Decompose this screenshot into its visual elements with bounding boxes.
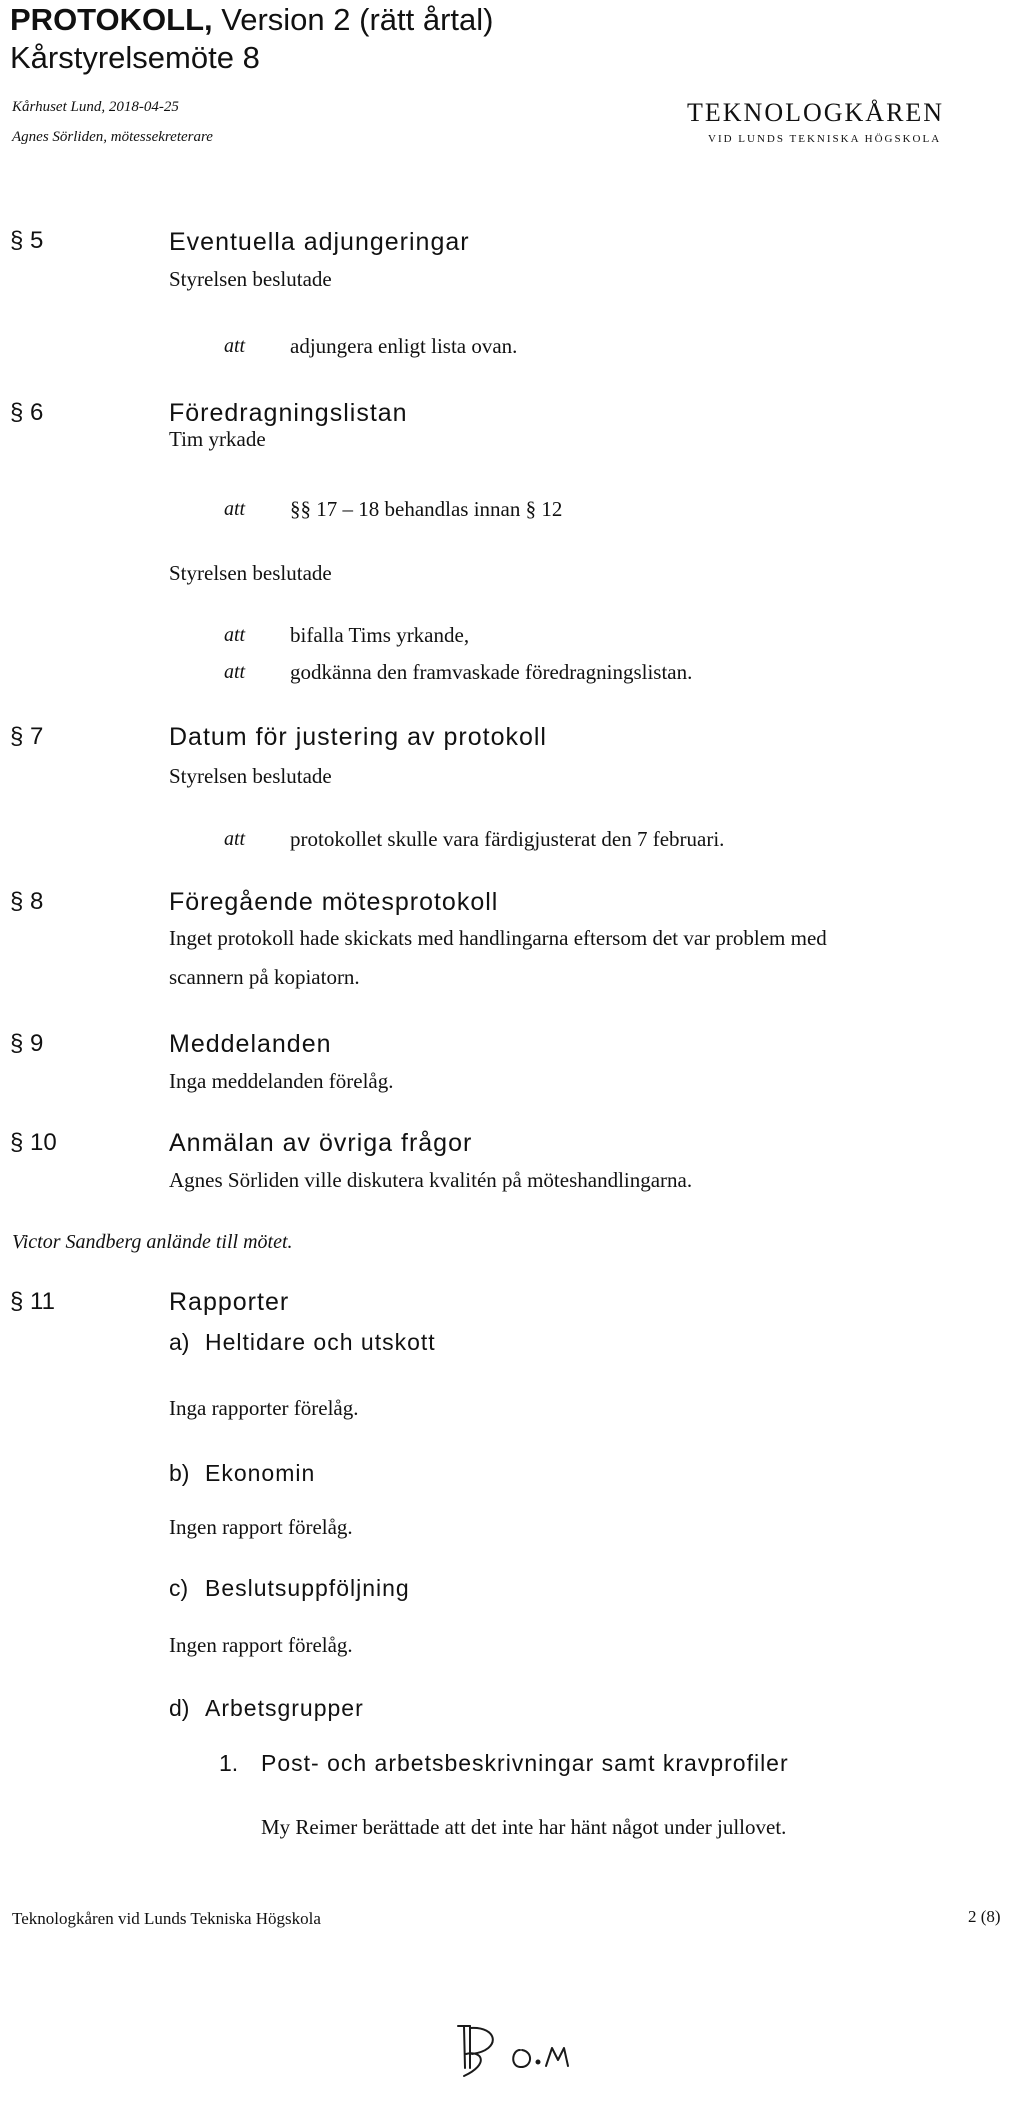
section-number: § 9 <box>10 1030 44 1057</box>
decision-line: Styrelsen beslutade <box>169 764 332 788</box>
section-number: § 10 <box>10 1129 57 1156</box>
attendance-note: Victor Sandberg anlände till mötet. <box>12 1231 293 1253</box>
body-text: Ingen rapport förelåg. <box>169 1633 353 1657</box>
section-heading: Anmälan av övriga frågor <box>169 1129 473 1157</box>
att-label: att <box>224 661 246 683</box>
organization-subtitle: VID LUNDS TEKNISKA HÖGSKOLA <box>708 133 942 145</box>
document-title: PROTOKOLL, Version 2 (rätt årtal) <box>10 2 494 37</box>
subsubsection-heading: 1. Post- och arbetsbeskrivningar samt kravprofiler <box>219 1750 789 1776</box>
section-heading: Rapporter <box>169 1288 290 1316</box>
subsection-heading: a) Heltidare och utskott <box>169 1329 436 1355</box>
subsection-heading: b) Ekonomin <box>169 1460 316 1486</box>
body-text: My Reimer berättade att det inte har hänt något under jullovet. <box>261 1815 787 1839</box>
body-text: Inga meddelanden förelåg. <box>169 1069 394 1093</box>
body-text: Inget protokoll hade skickats med handlingarna eftersom det var problem med <box>169 926 827 950</box>
att-text: adjungera enligt lista ovan. <box>290 334 518 358</box>
att-text: godkänna den framvaskade föredragningslistan. <box>290 660 693 684</box>
body-text: Inga rapporter förelåg. <box>169 1396 359 1420</box>
body-text: scannern på kopiatorn. <box>169 965 360 989</box>
decision-line: Styrelsen beslutade <box>169 267 332 291</box>
att-label: att <box>224 828 246 850</box>
motion-line: Tim yrkade <box>169 427 266 451</box>
subsection-heading: d) Arbetsgrupper <box>169 1695 364 1721</box>
att-label: att <box>224 335 246 357</box>
body-text: Ingen rapport förelåg. <box>169 1515 353 1539</box>
section-number: § 8 <box>10 888 44 915</box>
place-date: Kårhuset Lund, 2018-04-25 <box>12 99 179 115</box>
subsection-heading: c) Beslutsuppföljning <box>169 1575 410 1601</box>
section-number: § 5 <box>10 227 44 254</box>
decision-line: Styrelsen beslutade <box>169 561 332 585</box>
page-number: 2 (8) <box>968 1907 1001 1926</box>
footer-organization: Teknologkåren vid Lunds Tekniska Högskola <box>12 1909 321 1928</box>
section-heading: Föredragningslistan <box>169 399 408 427</box>
section-heading: Meddelanden <box>169 1030 332 1058</box>
secretary: Agnes Sörliden, mötessekreterare <box>12 129 213 145</box>
att-text: protokollet skulle vara färdigjusterat den 7 februari. <box>290 827 725 851</box>
att-label: att <box>224 498 246 520</box>
section-number: § 7 <box>10 723 44 750</box>
document-subtitle: Kårstyrelsemöte 8 <box>10 40 260 75</box>
section-heading: Föregående mötesprotokoll <box>169 888 499 916</box>
organization-name: TEKNOLOGKÅREN <box>687 98 945 127</box>
att-text: bifalla Tims yrkande, <box>290 623 470 647</box>
signature-initials <box>440 2010 640 2085</box>
section-number: § 6 <box>10 399 44 426</box>
section-heading: Eventuella adjungeringar <box>169 228 470 256</box>
body-text: Agnes Sörliden ville diskutera kvalitén på möteshandlingarna. <box>169 1168 693 1192</box>
section-number: § 11 <box>10 1288 55 1315</box>
att-text: §§ 17 – 18 behandlas innan § 12 <box>290 497 563 521</box>
section-heading: Datum för justering av protokoll <box>169 723 547 751</box>
att-label: att <box>224 624 246 646</box>
